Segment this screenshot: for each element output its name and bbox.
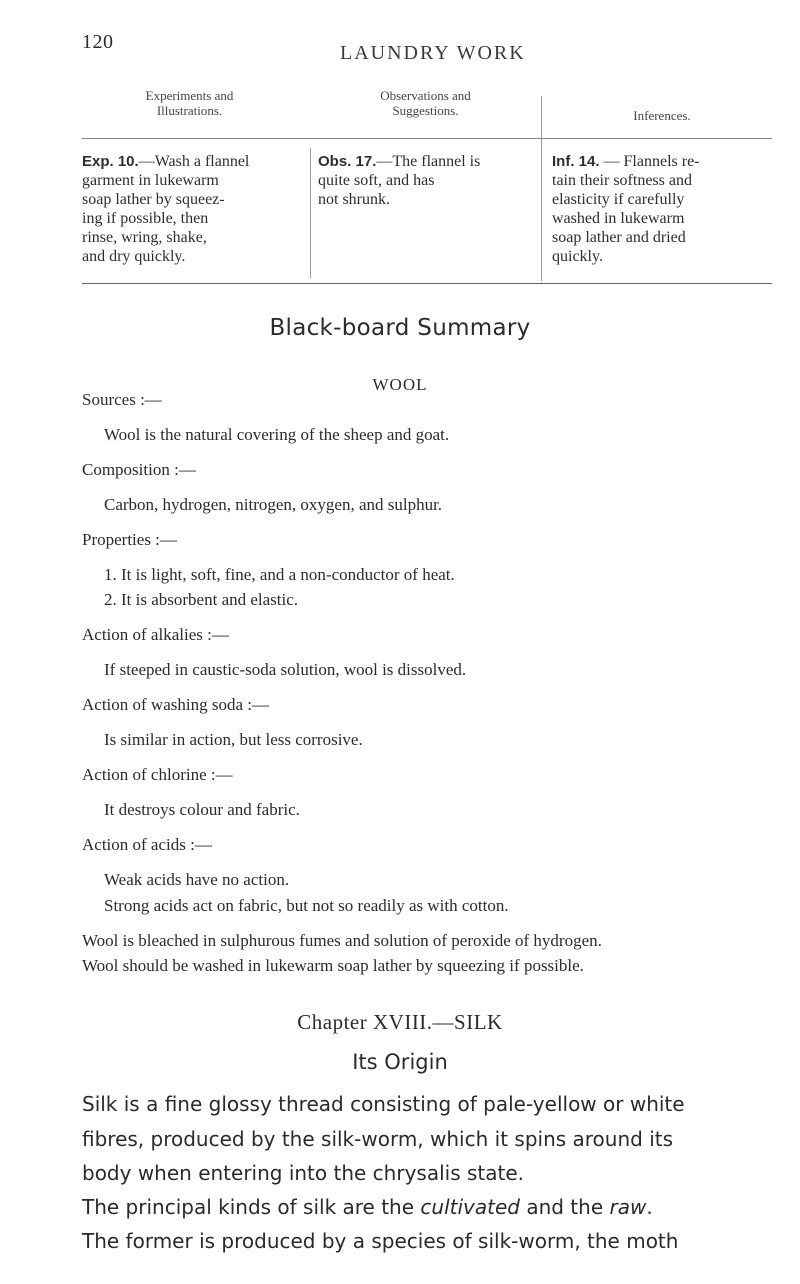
experiment-line: soap lather by squeez- — [82, 191, 225, 208]
summary-label: Action of chlorine :— — [82, 765, 233, 784]
summary-text: 2. It is absorbent and elastic. — [104, 590, 299, 609]
inference-line: tain their softness and — [552, 172, 692, 189]
observation-line: quite soft, and has — [318, 172, 435, 189]
experiment-line: rinse, wring, shake, — [82, 229, 207, 246]
summary-text: If steeped in caustic-soda solution, wool is dissolved. — [104, 660, 467, 679]
paragraph-text: fibres, produced by the silk-worm, which it spins around its — [82, 1127, 674, 1151]
section-heading: Its Origin — [352, 1050, 448, 1074]
paragraph-text: body when entering into the chrysalis state. — [82, 1161, 524, 1185]
emphasis-text: cultivated — [420, 1195, 520, 1219]
summary-text: Carbon, hydrogen, nitrogen, oxygen, and sulphur. — [104, 495, 443, 514]
chapter-title: Chapter XVIII.—SILK — [297, 1010, 503, 1034]
paragraph-text: and the — [519, 1195, 610, 1219]
summary-text: Strong acids act on fabric, but not so readily as with cotton. — [104, 896, 509, 915]
observation-line: not shrunk. — [318, 191, 390, 208]
summary-text: Wool is the natural covering of the sheep and goat. — [104, 425, 450, 444]
summary-text: It destroys colour and fabric. — [104, 800, 300, 819]
paragraph-line — [82, 1229, 782, 1253]
column-header-experiments — [82, 88, 297, 118]
summary-text: 1. It is light, soft, fine, and a non-conductor of heat. — [104, 565, 455, 584]
summary-label: Sources :— — [82, 390, 162, 409]
experiment-line: and dry quickly. — [82, 248, 186, 265]
column-divider — [310, 148, 311, 278]
column-divider — [541, 96, 542, 281]
paragraph-line — [82, 1127, 782, 1151]
observation-line-1: Obs. 17.—The flannel is — [318, 153, 481, 170]
paragraph-text: The principal kinds of silk are the — [82, 1195, 421, 1219]
summary-heading: Black-board Summary — [269, 315, 531, 341]
summary-label: Action of alkalies :— — [82, 625, 229, 644]
table-bottom-rule — [82, 283, 772, 284]
wool-heading: WOOL — [372, 375, 428, 394]
summary-label: Properties :— — [82, 530, 177, 549]
column-header-line: Observations and — [380, 88, 471, 103]
summary-label: Wool is bleached in sulphurous fumes and solution of peroxide of hydrogen. — [82, 931, 602, 950]
observation-tag: Obs. 17. — [318, 153, 377, 170]
summary-text: Is similar in action, but less corrosive. — [104, 730, 363, 749]
observation-cell — [318, 152, 533, 209]
experiment-line: ing if possible, then — [82, 210, 209, 227]
inference-line: elasticity if carefully — [552, 191, 685, 208]
column-header-line: Experiments and — [145, 88, 234, 103]
column-header-line: Illustrations. — [156, 103, 223, 118]
inference-cell — [552, 152, 757, 266]
inference-tag: Inf. 14. — [552, 153, 600, 170]
column-header-line: Suggestions. — [392, 103, 459, 118]
running-title: LAUNDRY WORK — [340, 42, 526, 64]
summary-label: Action of acids :— — [82, 835, 212, 854]
summary-label: Action of washing soda :— — [82, 695, 269, 714]
paragraph-text: . — [646, 1195, 653, 1219]
inference-line: quickly. — [552, 248, 603, 265]
page-number: 120 — [82, 31, 114, 53]
experiment-line-1: Exp. 10.—Wash a flannel — [82, 153, 250, 170]
header-rule — [82, 138, 772, 139]
column-header-line: Inferences. — [633, 108, 691, 123]
paragraph-line — [82, 1195, 782, 1219]
paragraph-line — [82, 1161, 782, 1185]
summary-label: Composition :— — [82, 460, 196, 479]
experiment-line: garment in lukewarm — [82, 172, 219, 189]
experiment-table — [82, 88, 772, 288]
inference-line: soap lather and dried — [552, 229, 686, 246]
experiment-cell — [82, 152, 297, 266]
inference-line: washed in lukewarm — [552, 210, 685, 227]
paragraph-text: Silk is a fine glossy thread consisting of pale-yellow or white — [82, 1092, 685, 1116]
experiment-tag: Exp. 10. — [82, 153, 139, 170]
column-header-inferences — [552, 108, 772, 123]
emphasis-text: raw — [609, 1195, 647, 1219]
summary-label: Wool should be washed in lukewarm soap lather by squeezing if possible. — [82, 956, 584, 975]
inference-line-1: Inf. 14. — Flannels re- — [552, 153, 700, 170]
column-header-observations — [318, 88, 533, 118]
paragraph-line — [82, 1092, 782, 1116]
paragraph-text: The former is produced by a species of silk-worm, the moth — [82, 1229, 679, 1253]
summary-text: Weak acids have no action. — [104, 870, 290, 889]
